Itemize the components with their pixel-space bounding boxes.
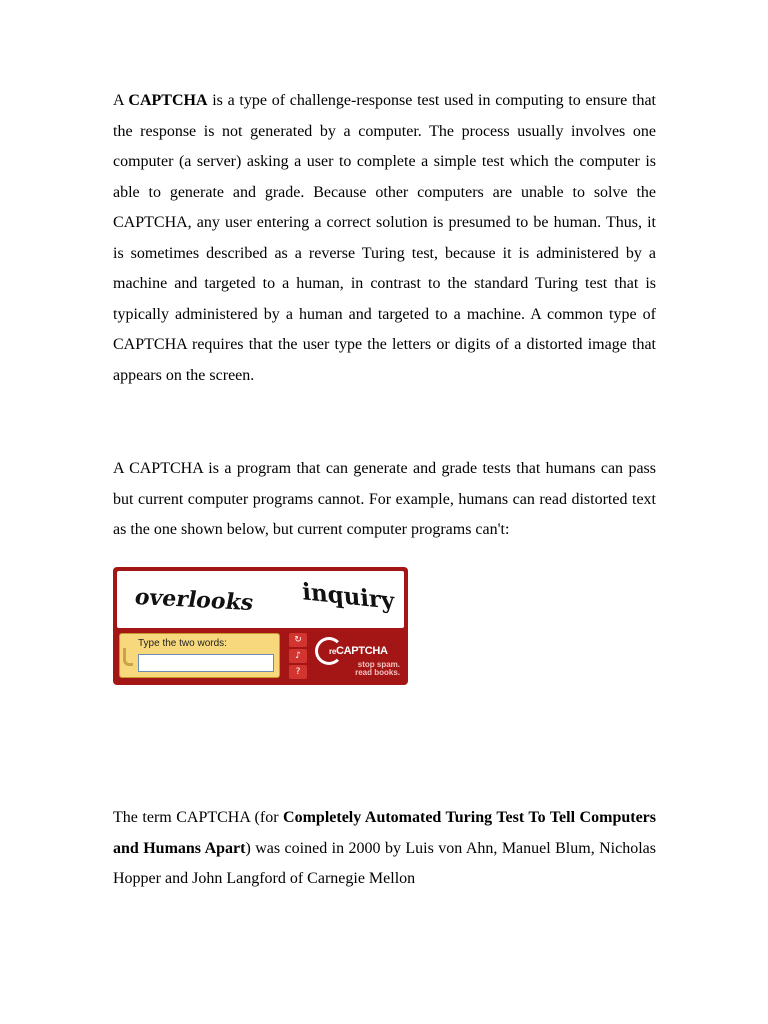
help-icon[interactable]: ?: [289, 665, 307, 679]
tagline-line-1: stop spam.: [357, 660, 400, 669]
brand-main: CAPTCHA: [335, 645, 388, 657]
captcha-controls: [117, 631, 404, 681]
paragraph-term-origin: [113, 803, 656, 895]
paragraph-captcha-definition: [113, 86, 656, 391]
captcha-image: [117, 571, 404, 628]
p1-lead: A: [113, 92, 129, 109]
p3-lead: The term CAPTCHA (for: [113, 809, 284, 826]
recaptcha-widget: [113, 567, 408, 685]
tagline-line-2: read books.: [355, 668, 400, 677]
p3-expansion: Completely Automated Turing Test To Tell Computers and Humans Apart: [113, 809, 656, 857]
p1-body: is a type of challenge-response test used in computing to ensure that the response is not generated by a computer. The process usually involves one computer (a server) asking a user to complete a simple test which the computer is able to generate and grade. Because other computers are unable to solve the CAPTCHA, any user entering a correct solution is presumed to be human. Thus, it is sometimes described as a reverse Turing test, because it is administered by a machine and targeted to a human, in contrast to the standard Turing test that is typically administered by a human and targeted to a machine. A common type of CAPTCHA requires that the user type the letters or digits of a distorted image that appears on the screen.: [113, 92, 656, 384]
captcha-word-2: inquiry: [301, 577, 396, 616]
recaptcha-logo: [315, 631, 404, 681]
brand-prefix: re: [329, 647, 336, 656]
captcha-input-label: Type the two words:: [138, 638, 227, 649]
p3-body: ) was coined in 2000 by Luis von Ahn, Manuel Blum, Nicholas Hopper and John Langford of Carnegie Mellon: [113, 839, 657, 887]
refresh-icon[interactable]: ↻: [289, 633, 307, 647]
captcha-input-field[interactable]: [138, 654, 274, 672]
recaptcha-tagline: [355, 661, 400, 677]
paragraph-captcha-program: A CAPTCHA is a program that can generate and grade tests that humans can pass but current computer programs cannot. For example, humans can read distorted text as the one shown below, but current computer programs can't:: [113, 460, 656, 538]
captcha-button-column: [289, 633, 309, 681]
captcha-input-panel: [119, 633, 280, 678]
captcha-word-1: overlooks: [132, 584, 256, 616]
audio-icon[interactable]: ♪: [289, 649, 307, 663]
recaptcha-brand-name: [329, 645, 388, 657]
hook-arrow-icon: [123, 648, 133, 666]
p1-term: CAPTCHA: [128, 92, 208, 109]
